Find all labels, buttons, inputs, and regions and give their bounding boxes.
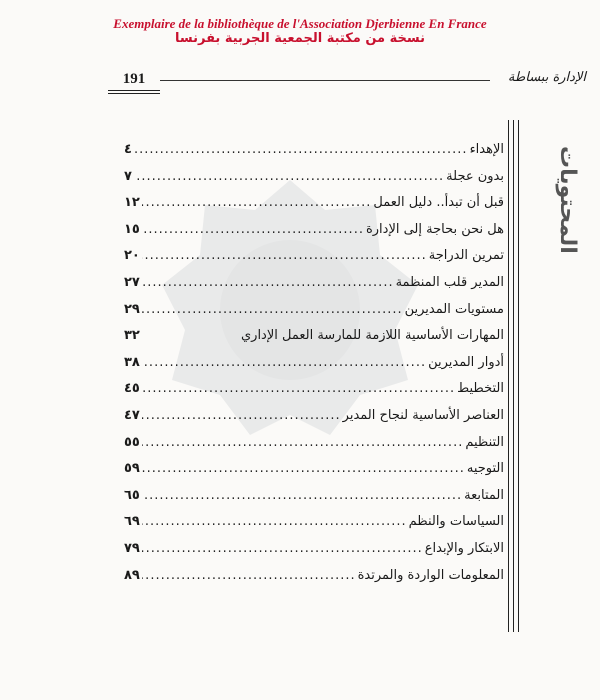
- toc-leader-dots: [142, 541, 423, 556]
- toc-entry-title: مستويات المديرين: [404, 301, 504, 317]
- toc-entry-title: الابتكار والإبداع: [424, 540, 504, 556]
- book-title: الإدارة ببساطة: [507, 70, 586, 85]
- toc-entry-page: ٤: [124, 142, 132, 157]
- toc-leader-dots: [142, 195, 371, 210]
- toc-entry: [124, 514, 504, 541]
- toc-entry: [124, 488, 504, 515]
- toc-entry: [124, 435, 504, 462]
- banner-french: Exemplaire de la bibliothèque de l'Association Djerbienne En France: [113, 16, 487, 31]
- toc-entry: [124, 408, 504, 435]
- toc-leader-dots: [142, 461, 465, 476]
- toc-entry-title: أدوار المديرين: [428, 354, 504, 370]
- toc-leader-dots: [142, 275, 394, 290]
- toc-entry-page: ٣٢: [124, 328, 140, 344]
- toc-entry: [124, 195, 504, 222]
- toc-leader-dots: [142, 355, 426, 370]
- toc-leader-dots: [142, 408, 341, 423]
- toc-entry-page: ٢٠: [124, 248, 140, 264]
- toc-entry-page: ٥٥: [124, 434, 140, 450]
- toc-entry: [124, 381, 504, 408]
- toc-leader-dots: [142, 381, 455, 396]
- toc-entry: [124, 275, 504, 302]
- toc-entry-title: تمرين الدراجة: [428, 248, 504, 264]
- table-of-contents: [124, 142, 504, 594]
- toc-entry-title: المتابعة: [464, 487, 504, 503]
- toc-entry-page: ٤٥: [124, 381, 140, 397]
- contents-heading: المحتويات: [555, 146, 580, 254]
- banner-arabic: نسخة من مكتبة الجمعية الجربية بفرنسا: [175, 31, 425, 46]
- page-number: 191: [122, 71, 146, 87]
- margin-rule-1: [508, 120, 509, 632]
- toc-entry: [124, 169, 504, 196]
- toc-entry-page: ١٢: [124, 195, 140, 211]
- margin-rule-2: [513, 120, 514, 632]
- page-number-underline-2: [108, 93, 160, 94]
- toc-entry-page: ٢٩: [124, 301, 140, 317]
- toc-entry-title: المدير قلب المنظمة: [395, 274, 504, 290]
- toc-entry-page: ٦٥: [124, 487, 140, 503]
- toc-entry-page: ١٥: [124, 221, 140, 237]
- toc-entry-title: العناصر الأساسية لنجاح المدير: [342, 407, 504, 423]
- toc-entry: [124, 222, 504, 249]
- toc-leader-dots: [134, 142, 468, 157]
- toc-entry-page: ٧: [124, 168, 132, 184]
- toc-entry-title: الإهداء: [469, 142, 504, 157]
- toc-entry: [124, 248, 504, 275]
- toc-entry-title: السياسات والنظم: [408, 514, 504, 530]
- toc-entry-page: ٤٧: [124, 407, 140, 423]
- toc-entry: [124, 541, 504, 568]
- margin-rule-3: [518, 120, 519, 632]
- page-number-underline: [108, 90, 160, 91]
- toc-entry-title: التخطيط: [457, 381, 504, 397]
- toc-entry-title: التوجيه: [466, 461, 504, 477]
- toc-entry-page: ٥٩: [124, 461, 140, 477]
- header-rule: [160, 80, 490, 81]
- toc-leader-dots: [142, 302, 403, 317]
- toc-entry: [124, 328, 504, 355]
- toc-entry: [124, 461, 504, 488]
- toc-leader-dots: [134, 169, 444, 184]
- library-banner: [0, 16, 600, 47]
- toc-entry: [124, 142, 504, 169]
- toc-entry-title: قبل أن تبدأ.. دليل العمل: [373, 195, 504, 211]
- toc-leader-dots: [142, 568, 356, 583]
- toc-entry-title: المعلومات الواردة والمرتدة: [357, 567, 504, 583]
- toc-entry-page: ٦٩: [124, 514, 140, 530]
- toc-entry-title: التنظيم: [465, 434, 504, 450]
- toc-leader-dots: [142, 248, 427, 263]
- toc-entry-title: بدون عجلة: [446, 168, 504, 184]
- toc-entry-page: ٨٩: [124, 567, 140, 583]
- toc-entry-title: المهارات الأساسية اللازمة للمارسة العمل الإداري: [240, 328, 504, 344]
- toc-entry-title: هل نحن بحاجة إلى الإدارة: [365, 221, 504, 237]
- toc-entry-page: ٢٧: [124, 274, 140, 290]
- toc-leader-dots: [142, 435, 463, 450]
- toc-entry-page: ٣٨: [124, 354, 140, 370]
- running-header: [108, 70, 586, 94]
- toc-leader-dots: [142, 222, 364, 237]
- toc-entry: [124, 302, 504, 329]
- toc-entry-page: ٧٩: [124, 540, 140, 556]
- toc-entry: [124, 355, 504, 382]
- toc-leader-dots: [142, 488, 462, 503]
- toc-leader-dots: [142, 514, 407, 529]
- toc-entry: [124, 568, 504, 595]
